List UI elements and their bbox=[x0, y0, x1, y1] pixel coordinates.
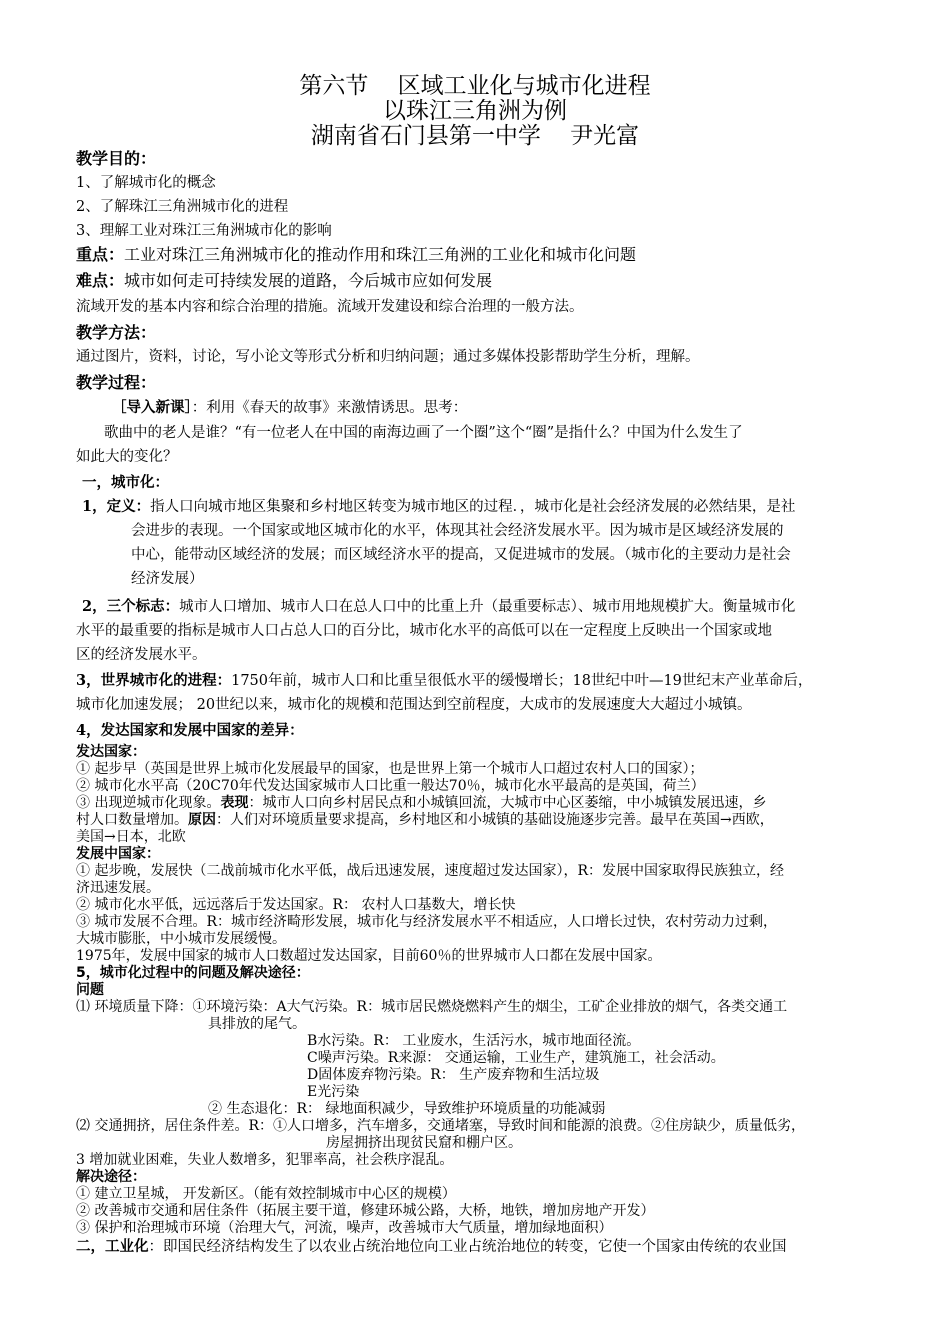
methods-text: 通过图片，资料，讨论，写小论文等形式分析和归纳问题；通过多媒体投影帮助学生分析，理解。 bbox=[76, 349, 700, 365]
industrialization-text: ：即国民经济结构发生了以农业占统治地位向工业占统治地位的转变，它使一个国家由传统的农业国 bbox=[148, 1239, 787, 1255]
signs-line: 水平的最重要的指标是城市人口占总人口的百分比，城市化水平的高低可以在一定程度上反映出一个国家或地 bbox=[76, 623, 772, 639]
problem-line: D固体废弃物污染。R： 生产废弃物和生活垃圾 bbox=[307, 1067, 600, 1083]
solution-line: ① 建立卫星城， 开发新区。（能有效控制城市中心区的规模） bbox=[76, 1186, 456, 1202]
problem-line: ② 生态退化：R： 绿地面积减少，导致维护环境质量的功能减弱 bbox=[208, 1101, 606, 1117]
title-line-3: 湖南省石门县第一中学 尹光富 bbox=[310, 123, 640, 149]
signs-line: 区的经济发展水平。 bbox=[76, 647, 207, 663]
methods-heading: 教学方法： bbox=[76, 323, 157, 342]
developed-text: ：城市人口向乡村居民点和小城镇回流，大城市中心区萎缩，中小城镇发展迅速，乡 bbox=[248, 795, 767, 811]
solution-line: ② 改善城市交通和居住条件（拓展主要干道，修建环城公路，大桥，地铁，增加房地产开发） bbox=[76, 1203, 655, 1219]
developing-line: 大城市膨胀，中小城市发展缓慢。 bbox=[76, 931, 286, 947]
problem-line: B水污染。R： 工业废水，生活污水，城市地面径流。 bbox=[307, 1033, 641, 1049]
developing-line: ① 起步晚，发展快（二战前城市化水平低，战后迅速发展，速度超过发达国家），R：发展中国家取得民族独立，经 bbox=[76, 863, 784, 879]
problem-line: E光污染 bbox=[307, 1084, 360, 1100]
developed-emph: 表现 bbox=[220, 795, 249, 811]
definition-text: 指人口向城市地区集聚和乡村地区转变为城市地区的过程．，城市化是社会经济发展的必然结果，是社 bbox=[150, 499, 796, 515]
developed-text: ③ 出现逆城市化现象。 bbox=[76, 795, 221, 811]
solutions-label: 解决途径： bbox=[76, 1169, 146, 1185]
intro-line bbox=[112, 397, 467, 419]
problem-line: 3 增加就业困难，失业人数增多，犯罪率高，社会秩序混乱。 bbox=[76, 1152, 454, 1168]
developed-emph: 原因 bbox=[188, 812, 216, 828]
world-label: 3，世界城市化的进程： bbox=[76, 672, 232, 689]
problem-line: 房屋拥挤出现贫民窟和棚户区。 bbox=[326, 1135, 522, 1151]
industrialization-label: 二，工业化 bbox=[76, 1238, 149, 1255]
developed-line: 美国→日本，北欧 bbox=[76, 829, 186, 845]
intro-text: ：利用《春天的故事》来激情诱思。思考： bbox=[191, 400, 468, 416]
problem-line: C噪声污染。R来源： 交通运输，工业生产，建筑施工，社会活动。 bbox=[307, 1050, 725, 1066]
question-line-2: 如此大的变化？ bbox=[76, 449, 178, 465]
definition-line: 中心，能带动区域经济的发展；而区域经济水平的提高，又促进城市的发展。（城市化的主要动力是社会 bbox=[131, 547, 791, 563]
urbanization-heading: 一，城市化： bbox=[82, 475, 169, 491]
objective-item: 2、了解珠江三角洲城市化的进程 bbox=[76, 199, 289, 215]
river-line: 流域开发的基本内容和综合治理的措施。流域开发建设和综合治理的一般方法。 bbox=[76, 299, 584, 315]
definition-line: 经济发展） bbox=[131, 571, 204, 587]
problem-line: 具排放的尾气。 bbox=[208, 1016, 306, 1032]
signs-line bbox=[82, 596, 795, 618]
industrialization-line bbox=[76, 1236, 787, 1258]
problems-label: 问题 bbox=[76, 982, 104, 998]
world-line: 城市化加速发展； 20世纪以来，城市化的规模和范围达到空前程度，大成市的发展速度大大超过小城镇。 bbox=[76, 697, 752, 713]
world-line bbox=[76, 670, 812, 692]
developed-text: 村人口数量增加。 bbox=[76, 812, 188, 828]
title-line-1: 第六节 区域工业化与城市化进程 bbox=[299, 73, 651, 99]
definition-label: 1，定义： bbox=[82, 498, 151, 515]
objective-item: 3、理解工业对珠江三角洲城市化的影响 bbox=[76, 223, 332, 239]
key-points-label: 重点： bbox=[76, 245, 125, 264]
developed-label: 发达国家： bbox=[76, 744, 146, 760]
developed-line: ① 起步早（英国是世界上城市化发展最早的国家，也是世界上第一个城市人口超过农村人口的国家）； bbox=[76, 761, 704, 777]
problems-heading: 5，城市化过程中的问题及解决途径： bbox=[76, 965, 310, 981]
key-points bbox=[76, 244, 636, 266]
signs-text: 城市人口增加、城市人口在总人口中的比重上升（最重要标志）、城市用地规模扩大。衡量城市化 bbox=[179, 599, 796, 615]
signs-label: 2，三个标志： bbox=[82, 598, 180, 615]
problem-line: ⑴ 环境质量下降：①环境污染：A大气污染。R：城市居民燃烧燃料产生的烟尘，工矿企业排放的烟气，各类交通工 bbox=[76, 999, 788, 1015]
difficulties-text: 城市如何走可持续发展的道路，今后城市应如何发展 bbox=[124, 271, 493, 290]
diff-heading: 4，发达国家和发展中国家的差异： bbox=[76, 722, 304, 739]
difficulties-label: 难点： bbox=[76, 271, 125, 290]
definition-line bbox=[82, 496, 795, 518]
solution-line: ③ 保护和治理城市环境（治理大气，河流，噪声，改善城市大气质量，增加绿地面积） bbox=[76, 1220, 613, 1236]
developed-text: ：人们对环境质量要求提高，乡村地区和小城镇的基础设施逐步完善。最早在英国→西欧， bbox=[216, 812, 774, 828]
objectives-heading: 教学目的： bbox=[76, 149, 157, 168]
developing-line: 1975年，发展中国家的城市人口数超过发达国家，目前60％的世界城市人口都在发展中国家。 bbox=[76, 948, 662, 964]
process-heading: 教学过程： bbox=[76, 373, 157, 392]
problem-line: ⑵ 交通拥挤，居住条件差。R：①人口增多，汽车增多，交通堵塞，导致时间和能源的浪费。②住房缺少，质量低劣， bbox=[76, 1118, 805, 1134]
difficulties bbox=[76, 270, 492, 292]
title-line-2: 以珠江三角洲为例 bbox=[383, 98, 567, 124]
world-text: 1750年前，城市人口和比重呈很低水平的缓慢增长；18世纪中叶—19世纪末产业革命后， bbox=[231, 673, 813, 689]
developing-line: 济迅速发展。 bbox=[76, 880, 160, 896]
developed-line: ② 城市化水平高（20C70年代发达国家城市人口比重一般达70％，城市化水平最高的是英国，荷兰） bbox=[76, 778, 705, 794]
developing-label: 发展中国家： bbox=[76, 846, 160, 862]
objective-item: 1、了解城市化的概念 bbox=[76, 175, 216, 191]
definition-line: 会进步的表现。一个国家或地区城市化的水平，体现其社会经济发展水平。因为城市是区域经济发展的 bbox=[131, 523, 784, 539]
developed-line bbox=[76, 812, 774, 829]
developed-line bbox=[76, 795, 766, 812]
question-line-1: 歌曲中的老人是谁？“有一位老人在中国的南海边画了一个圈”这个“圈”是指什么？中国为什么发生了 bbox=[104, 425, 743, 441]
key-points-text: 工业对珠江三角洲城市化的推动作用和珠江三角洲的工业化和城市化问题 bbox=[124, 245, 637, 264]
developing-line: ② 城市化水平低，远远落后于发达国家。R： 农村人口基数大，增长快 bbox=[76, 897, 516, 913]
developing-line: ③ 城市发展不合理。R：城市经济畸形发展，城市化与经济发展水平不相适应，人口增长过快，农村劳动力过剩， bbox=[76, 914, 777, 930]
intro-label: ［导入新课］ bbox=[112, 400, 192, 416]
